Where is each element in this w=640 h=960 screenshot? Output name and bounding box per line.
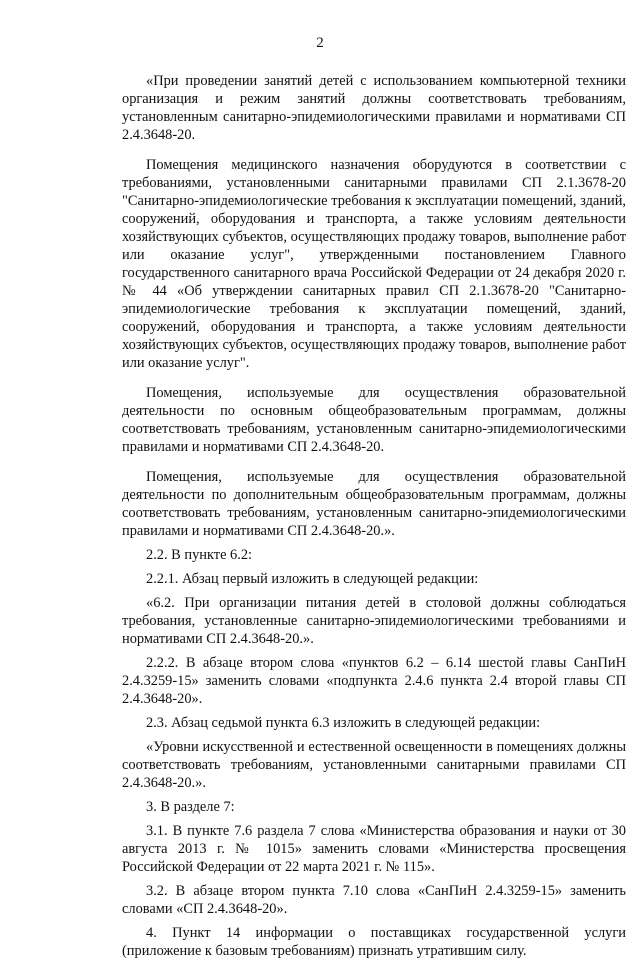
page-number: 2 xyxy=(316,35,324,51)
paragraph-point-3-1: 3.1. В пункте 7.6 раздела 7 слова «Министерства образования и науки от 30 августа 2013 г. № 1015» заменить словами «Министерства просвещения Российской Федерации от 22 марта 2021 г. № 115». xyxy=(122,823,626,875)
document-body xyxy=(122,72,626,960)
paragraph-medical-premises: Помещения медицинского назначения оборудуются в соответствии с требованиями, установленными санитарными правилами СП 2.1.3678-20 "Санитарно-эпидемиологические требования к эксплуатации помещений, зданий, сооружений, оборудования и транспорта, а также условиям деятельности хозяйствующих субъектов, осуществляющих продажу товаров, выполнение работ или оказание услуг", утвержденными постановлением Главного государственного санитарного врача Российской Федерации от 24 декабря 2020 г. № 44 «Об утверждении санитарных правил СП 2.1.3678-20 "Санитарно-эпидемиологические требования к эксплуатации помещений, зданий, сооружений, оборудования и транспорта, а также условиям деятельности хозяйствующих субъектов, осуществляющих продажу товаров, выполнение работ или оказание услуг". xyxy=(122,157,626,371)
paragraph-point-3-2: 3.2. В абзаце втором пункта 7.10 слова «СанПиН 2.4.3259-15» заменить словами «СП 2.4.3648-20». xyxy=(122,883,626,917)
paragraph-point-2-2-2: 2.2.2. В абзаце втором слова «пунктов 6.2 – 6.14 шестой главы СанПиН 2.4.3259-15» заменить словами «подпункта 2.4.6 пункта 2.4 второй главы СП 2.4.3648-20». xyxy=(122,655,626,707)
paragraph-lighting-requirements: «Уровни искусственной и естественной освещенности в помещениях должны соответствовать требованиям, установленными санитарными правилами СП 2.4.3648-20.». xyxy=(122,739,626,791)
paragraph-basic-educational-premises: Помещения, используемые для осуществления образовательной деятельности по основным общеобразовательным программам, должны соответствовать требованиям, установленным санитарно-эпидемиологическими правилами и нормативами СП 2.4.3648-20. xyxy=(122,385,626,455)
paragraph-additional-educational-premises: Помещения, используемые для осуществления образовательной деятельности по дополнительным общеобразовательным программам, должны соответствовать требованиям, установленным санитарно-эпидемиологическими правилами и нормативами СП 2.4.3648-20.». xyxy=(122,469,626,539)
paragraph-point-2-3: 2.3. Абзац седьмой пункта 6.3 изложить в следующей редакции: xyxy=(146,715,541,731)
paragraph-point-4: 4. Пункт 14 информации о поставщиках государственной услуги (приложение к базовым требованиям) признать утратившим силу. xyxy=(122,925,626,959)
paragraph-computer-equipment-requirements: «При проведении занятий детей с использованием компьютерной техники организация и режим занятий должны соответствовать требованиям, установленным санитарно-эпидемиологическими правилами и нормативами СП 2.4.3648-20. xyxy=(122,73,626,143)
paragraph-section-7: 3. В разделе 7: xyxy=(146,799,235,815)
paragraph-point-2-2-1: 2.2.1. Абзац первый изложить в следующей редакции: xyxy=(146,571,479,587)
paragraph-item-6-2-text: «6.2. При организации питания детей в столовой должны соблюдаться требования, установленные санитарно-эпидемиологическими требованиями и нормативами СП 2.4.3648-20.». xyxy=(122,595,626,647)
paragraph-point-2-2: 2.2. В пункте 6.2: xyxy=(146,547,253,563)
